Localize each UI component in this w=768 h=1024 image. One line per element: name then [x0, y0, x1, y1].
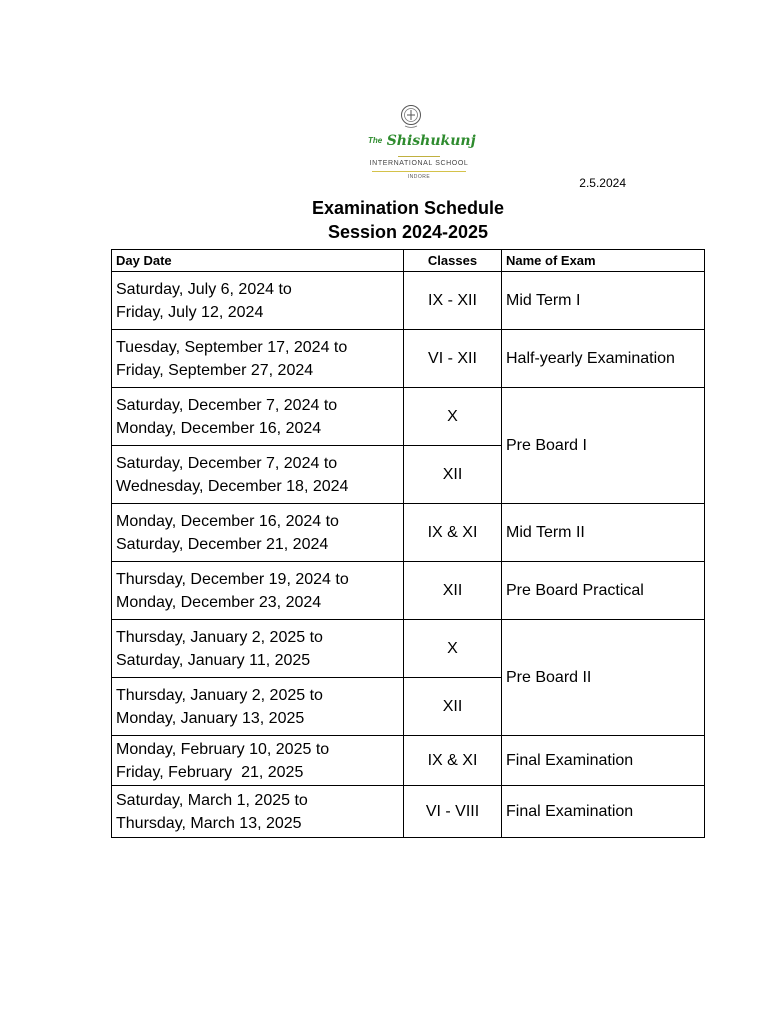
date-end: Friday, July 12, 2024	[116, 303, 264, 321]
date-start: Saturday, July 6, 2024 to	[116, 280, 292, 298]
logo-city: INDORE	[407, 174, 431, 180]
table-row	[112, 562, 705, 620]
column-header-classes: Classes	[404, 250, 502, 272]
exam-name-cell: Half-yearly Examination	[502, 330, 705, 388]
column-header-day-date: Day Date	[112, 250, 404, 272]
day-date-cell	[112, 562, 404, 620]
date-start: Monday, December 16, 2024 to	[116, 512, 339, 530]
day-date-cell	[112, 620, 404, 678]
logo-name: Shishukunj	[386, 133, 476, 149]
day-date-cell	[112, 388, 404, 446]
table-row	[112, 786, 705, 838]
day-date-cell	[112, 736, 404, 786]
day-date-cell	[112, 678, 404, 736]
date-end: Monday, January 13, 2025	[116, 709, 305, 727]
exam-name-cell: Mid Term II	[502, 504, 705, 562]
date-start: Thursday, January 2, 2025 to	[116, 686, 323, 704]
date-end: Saturday, January 11, 2025	[116, 651, 311, 669]
exam-name-cell: Pre Board II	[502, 620, 705, 736]
table-row	[112, 620, 705, 678]
day-date-cell	[112, 504, 404, 562]
table-row	[112, 330, 705, 388]
classes-cell: VI - VIII	[404, 786, 502, 838]
column-header-exam-name: Name of Exam	[502, 250, 705, 272]
classes-cell: X	[404, 388, 502, 446]
table-row	[112, 736, 705, 786]
date-end: Saturday, December 21, 2024	[116, 535, 329, 553]
day-date-cell	[112, 272, 404, 330]
date-start: Thursday, December 19, 2024 to	[116, 570, 349, 588]
logo-school-name: INTERNATIONAL SCHOOL	[369, 160, 469, 167]
logo-prefix: The	[368, 136, 383, 145]
date-start: Tuesday, September 17, 2024 to	[116, 338, 348, 356]
date-start: Thursday, January 2, 2025 to	[116, 628, 323, 646]
logo-wordmark	[368, 133, 476, 149]
date-end: Monday, December 23, 2024	[116, 593, 322, 611]
exam-name-cell: Final Examination	[502, 736, 705, 786]
classes-cell: IX & XI	[404, 736, 502, 786]
logo-divider	[398, 156, 440, 157]
date-start: Monday, February 10, 2025 to	[116, 740, 330, 758]
classes-cell: VI - XII	[404, 330, 502, 388]
date-end: Friday, February 21, 2025	[116, 763, 304, 781]
date-start: Saturday, March 1, 2025 to	[116, 791, 308, 809]
classes-cell: XII	[404, 562, 502, 620]
classes-cell: IX & XI	[404, 504, 502, 562]
table-row	[112, 388, 705, 446]
exam-schedule-table	[111, 249, 705, 838]
logo-underline	[372, 171, 466, 172]
classes-cell: XII	[404, 446, 502, 504]
school-logo	[368, 104, 476, 182]
page-title: Examination Schedule	[311, 198, 505, 218]
table-header-row	[112, 250, 705, 272]
classes-cell: X	[404, 620, 502, 678]
table-row	[112, 504, 705, 562]
date-start: Saturday, December 7, 2024 to	[116, 454, 338, 472]
date-start: Saturday, December 7, 2024 to	[116, 396, 338, 414]
day-date-cell	[112, 786, 404, 838]
exam-name-cell: Mid Term I	[502, 272, 705, 330]
exam-name-cell: Pre Board I	[502, 388, 705, 504]
date-end: Monday, December 16, 2024	[116, 419, 322, 437]
day-date-cell	[112, 330, 404, 388]
classes-cell: IX - XII	[404, 272, 502, 330]
document-date: 2.5.2024	[579, 176, 626, 190]
school-emblem-icon	[400, 104, 422, 130]
exam-name-cell: Pre Board Practical	[502, 562, 705, 620]
date-end: Wednesday, December 18, 2024	[116, 477, 349, 495]
day-date-cell	[112, 446, 404, 504]
page-subtitle: Session 2024-2025	[327, 222, 489, 242]
date-end: Friday, September 27, 2024	[116, 361, 314, 379]
exam-name-cell: Final Examination	[502, 786, 705, 838]
classes-cell: XII	[404, 678, 502, 736]
date-end: Thursday, March 13, 2025	[116, 814, 302, 832]
table-row	[112, 272, 705, 330]
